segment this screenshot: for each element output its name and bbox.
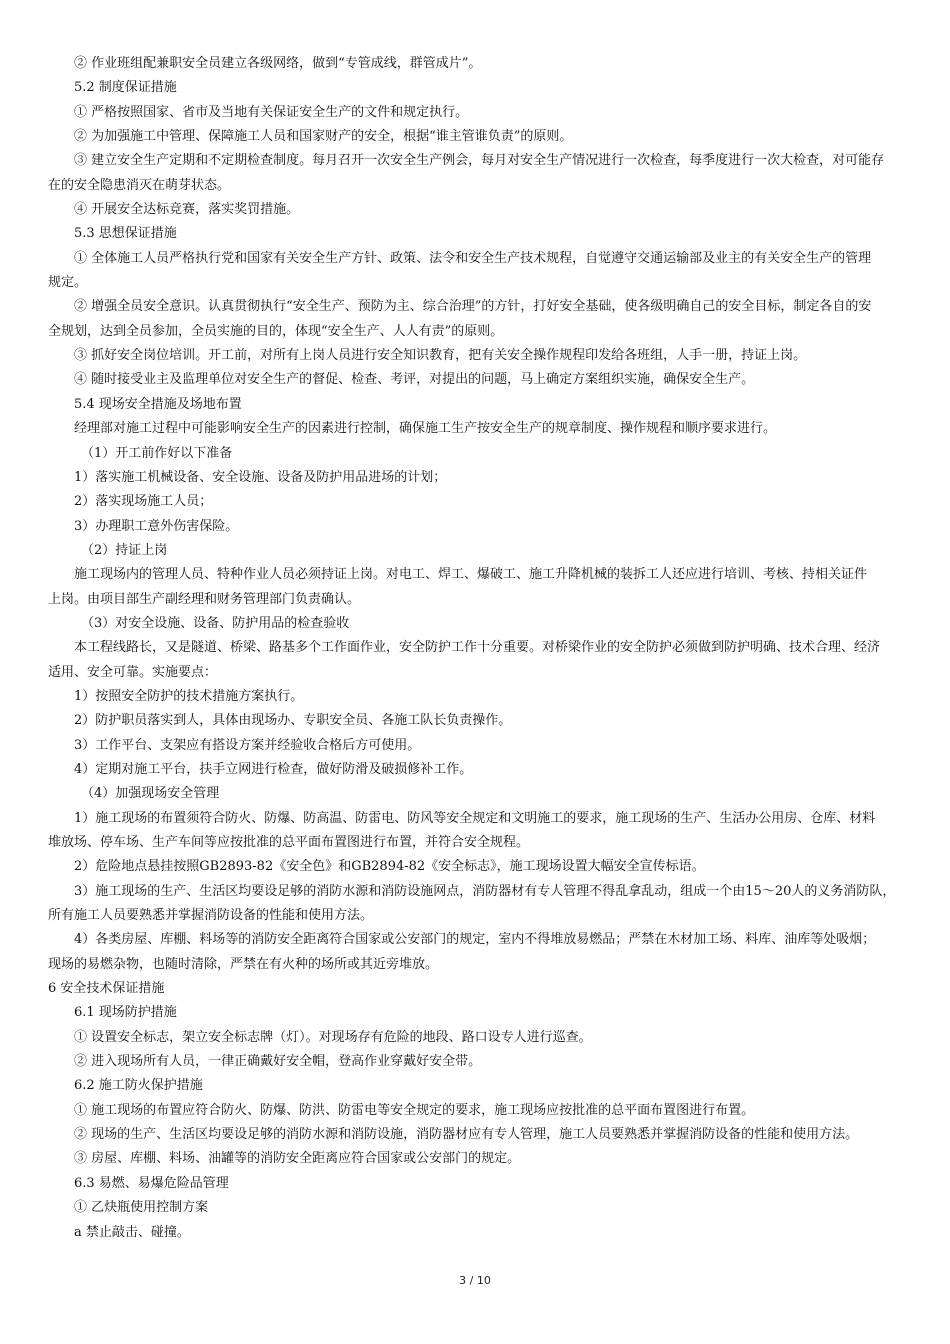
text-line: 5.2 制度保证措施 — [74, 80, 177, 96]
text-line: ① 施工现场的布置应符合防火、防爆、防洪、防雷电等安全规定的要求，施工现场应按批准的总平面布置图进行布置。 — [74, 1102, 755, 1118]
text-line: ① 设置安全标志，架立安全标志牌（灯）。对现场存有危险的地段、路口设专人进行巡查。 — [74, 1029, 592, 1045]
text-line: ④ 开展安全达标竞赛，落实奖罚措施。 — [74, 202, 300, 218]
text-line: （2）持证上岗 — [81, 542, 168, 558]
text-line: 5.4 现场安全措施及场地布置 — [74, 396, 242, 412]
text-line: ① 全体施工人员严格执行党和国家有关安全生产方针、政策、法令和安全生产技术规程，自觉遵守交通运输部及业主的有关安全生产的管理 — [74, 250, 872, 266]
text-line: 1）落实施工机械设备、安全设施、设备及防护用品进场的计划； — [74, 469, 447, 485]
text-line: a 禁止敲击、碰撞。 — [74, 1224, 190, 1240]
text-line: 5.3 思想保证措施 — [74, 226, 177, 242]
text-line: 规定。 — [48, 275, 88, 291]
text-line: 经理部对施工过程中可能影响安全生产的因素进行控制，确保施工生产按安全生产的规章制度、操作规程和顺序要求进行。 — [74, 421, 777, 437]
text-line: 上岗。由项目部生产副经理和财务管理部门负责确认。 — [48, 591, 361, 607]
text-line: 2）落实现场施工人员； — [74, 494, 213, 510]
text-line: 1）施工现场的布置须符合防火、防爆、防高温、防雷电、防风等安全规定和文明施工的要求，施工现场的生产、生活办公用房、仓库、材料 — [74, 810, 876, 826]
text-line: 全规划，达到全员参加，全员实施的目的，体现“安全生产、人人有责”的原则。 — [48, 323, 504, 339]
text-line: ② 作业班组配兼职安全员建立各级网络，做到“专管成线，群管成片”。 — [74, 56, 482, 71]
text-line: ② 进入现场所有人员，一律正确戴好安全帽，登高作业穿戴好安全带。 — [74, 1054, 482, 1070]
text-line: 适用、安全可靠。实施要点： — [48, 664, 218, 680]
page-number: 3 / 10 — [459, 1274, 491, 1287]
text-line: 施工现场内的管理人员、特种作业人员必须持证上岗。对电工、焊工、爆破工、施工升降机械的装拆工人还应进行培训、考核、持相关证件 — [74, 567, 868, 583]
text-line: ③ 建立安全生产定期和不定期检查制度。每月召开一次安全生产例会，每月对安全生产情况进行一次检查，每季度进行一次大检查，对可能存 — [74, 153, 885, 169]
text-line: ④ 随时接受业主及监理单位对安全生产的督促、检查、考评，对提出的问题，马上确定方案组织实施，确保安全生产。 — [74, 372, 755, 388]
text-line: ③ 抓好安全岗位培训。开工前，对所有上岗人员进行安全知识教育，把有关安全操作规程印发给各班组，人手一册，持证上岗。 — [74, 348, 807, 364]
text-line: ① 乙炔瓶使用控制方案 — [74, 1200, 209, 1216]
text-line: ② 增强全员安全意识。认真贯彻执行“安全生产、预防为主、综合治理”的方针，打好安全基础，使各级明确自己的安全目标，制定各自的安 — [74, 299, 872, 315]
text-line: （4）加强现场安全管理 — [81, 786, 220, 802]
text-line: 6.3 易燃、易爆危险品管理 — [74, 1175, 229, 1191]
text-line: （1）开工前作好以下准备 — [81, 445, 233, 461]
text-line: （3）对安全设施、设备、防护用品的检查验收 — [81, 615, 350, 631]
text-line: 2）防护职员落实到人，具体由现场办、专职安全员、各施工队长负责操作。 — [74, 713, 512, 729]
text-line: 3）施工现场的生产、生活区均要设足够的消防水源和消防设施网点，消防器材有专人管理不得乱拿乱动，组成一个由15～20人的义务消防队， — [74, 883, 896, 899]
text-line: ① 严格按照国家、省市及当地有关保证安全生产的文件和规定执行。 — [74, 104, 469, 120]
text-line: 现场的易燃杂物，也随时清除，严禁在有火种的场所或其近旁堆放。 — [48, 956, 439, 972]
text-line: ③ 房屋、库棚、料场、油罐等的消防安全距离应符合国家或公安部门的规定。 — [74, 1151, 521, 1167]
text-line: 4）定期对施工平台，扶手立网进行检查，做好防滑及破损修补工作。 — [74, 761, 473, 777]
text-line: 4）各类房屋、库棚、料场等的消防安全距离符合国家或公安部门的规定，室内不得堆放易燃品；严禁在木材加工场、料库、油库等处吸烟； — [74, 932, 876, 948]
text-line: 3）办理职工意外伤害保险。 — [74, 518, 239, 534]
document-body — [48, 52, 904, 1245]
text-line: ② 现场的生产、生活区均要设足够的消防水源和消防设施，消防器材应有专人管理，施工人员要熟悉并掌握消防设备的性能和使用方法。 — [74, 1127, 859, 1143]
text-line: 在的安全隐患消灭在萌芽状态。 — [48, 177, 231, 193]
text-line: 本工程线路长，又是隧道、桥梁、路基多个工作面作业，安全防护工作十分重要。对桥梁作业的安全防护必须做到防护明确、技术合理、经济 — [74, 640, 881, 656]
text-line: 2）危险地点悬挂按照GB2893-82《安全色》和GB2894-82《安全标志》，施工现场设置大幅安全宣传标语。 — [74, 859, 705, 875]
text-line: 1）按照安全防护的技术措施方案执行。 — [74, 688, 304, 704]
text-line: 堆放场、停车场、生产车间等应按批准的总平面布置图进行布置，并符合安全规程。 — [48, 835, 530, 850]
text-line: 所有施工人员要熟悉并掌握消防设备的性能和使用方法。 — [48, 908, 374, 924]
text-line: ② 为加强施工中管理、保障施工人员和国家财产的安全，根据“谁主管谁负责”的原则。 — [74, 129, 573, 145]
text-line: 6 安全技术保证措施 — [48, 981, 165, 997]
text-line: 6.1 现场防护措施 — [74, 1005, 177, 1021]
text-line: 3）工作平台、支架应有搭设方案并经验收合格后方可使用。 — [74, 737, 421, 753]
text-line: 6.2 施工防火保护措施 — [74, 1078, 203, 1094]
